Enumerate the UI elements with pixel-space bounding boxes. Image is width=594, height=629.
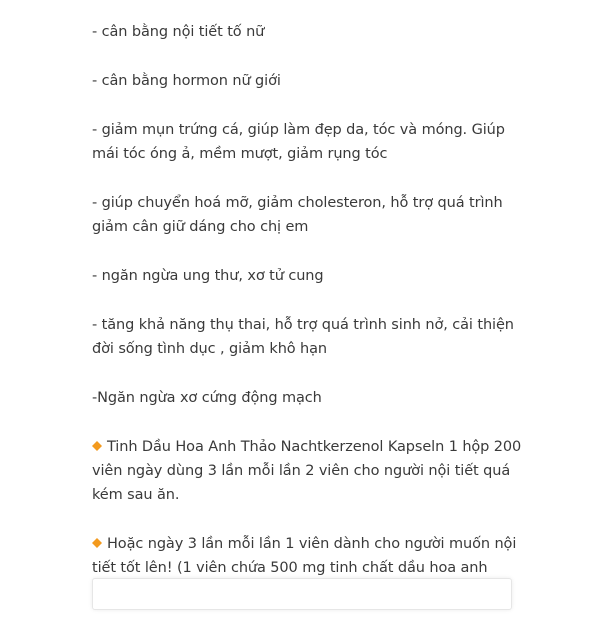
- next-section-card: [92, 578, 512, 610]
- dosage-paragraph: [92, 435, 532, 507]
- dosage-text: Tinh Dầu Hoa Anh Thảo Nachtkerzenol Kapseln 1 hộp 200 viên ngày dùng 3 lần mỗi lần 2 viên cho người nội tiết quá kém sau ăn.: [92, 439, 522, 503]
- benefit-line: - cân bằng hormon nữ giới: [92, 73, 281, 89]
- benefit-line: - giúp chuyển hoá mỡ, giảm cholesteron, hỗ trợ quá trình giảm cân giữ dáng cho chị em: [92, 195, 503, 235]
- benefit-line: - giảm mụn trứng cá, giúp làm đẹp da, tóc và móng. Giúp mái tóc óng ả, mềm mượt, giảm rụng tóc: [92, 122, 505, 162]
- benefit-line: - tăng khả năng thụ thai, hỗ trợ quá trình sinh nở, cải thiện đời sống tình dục , giảm khô hạn: [92, 317, 514, 357]
- benefit-line: -Ngăn ngừa xơ cứng động mạch: [92, 390, 322, 406]
- orange-diamond-icon: [92, 538, 102, 548]
- benefit-line: - ngăn ngừa ung thư, xơ tử cung: [92, 268, 324, 284]
- orange-diamond-icon: [92, 441, 102, 451]
- benefit-line: - cân bằng nội tiết tố nữ: [92, 24, 265, 40]
- product-description: [92, 20, 532, 629]
- dosage-text-alt: Hoặc ngày 3 lần mỗi lần 1 viên dành cho người muốn nội tiết tốt lên! (1 viên chứa 500 mg tinh chất dầu hoa anh: [92, 536, 517, 576]
